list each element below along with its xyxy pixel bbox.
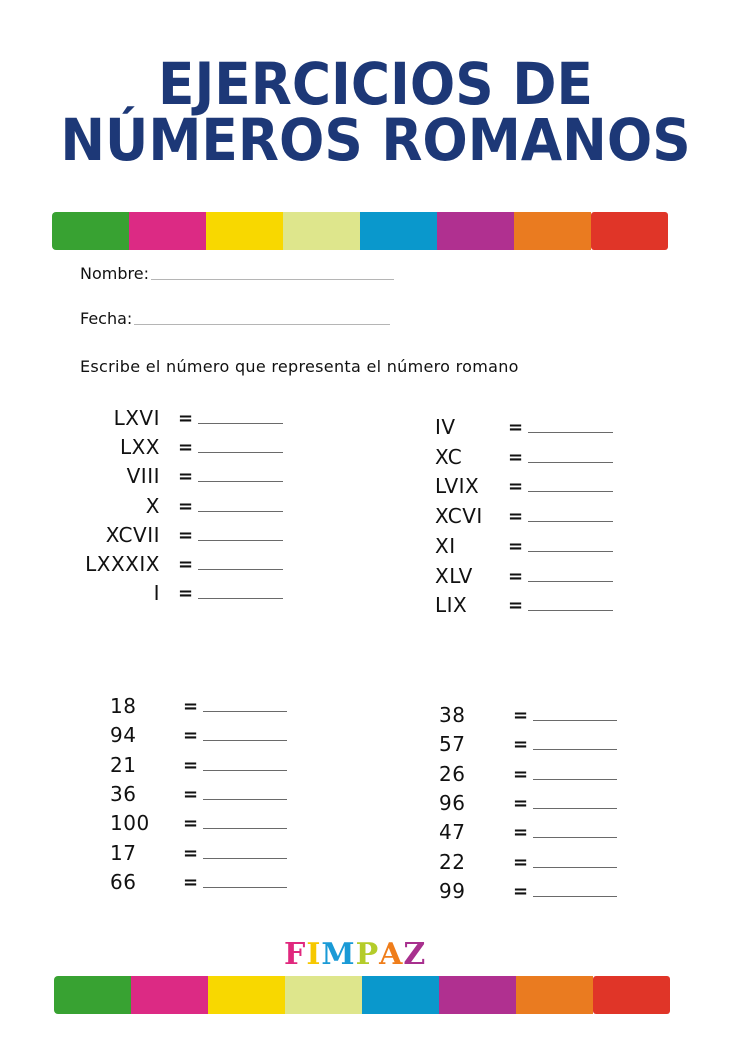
answer-blank-line[interactable]: [533, 808, 617, 809]
equals-sign: =: [513, 763, 529, 785]
answer-blank-line[interactable]: [533, 779, 617, 780]
exercise-row: [0, 850, 751, 874]
top-color-bar: [52, 212, 668, 250]
exercise-prompt: XC: [435, 444, 463, 469]
equals-sign: =: [183, 754, 199, 776]
equals-sign: =: [513, 792, 529, 814]
equals-sign: =: [183, 696, 199, 717]
exercise-prompt: VIII: [126, 464, 160, 489]
equals-sign: =: [513, 734, 529, 756]
exercise-row: [0, 732, 751, 756]
answer-blank-line[interactable]: [528, 610, 613, 611]
answer-blank-line[interactable]: [528, 521, 613, 522]
exercise-row: [0, 504, 751, 528]
exercise-prompt: LXVI: [113, 406, 160, 430]
equals-sign: =: [178, 408, 194, 429]
color-bar-segment: [439, 976, 516, 1014]
name-answer-line[interactable]: [151, 279, 394, 280]
color-bar-segment: [516, 976, 593, 1014]
date-label: Fecha:: [80, 309, 133, 328]
color-bar-segment: [54, 976, 131, 1014]
color-bar-segment: [208, 976, 285, 1014]
equals-sign: =: [508, 476, 524, 498]
color-bar-segment: [437, 212, 514, 250]
exercise-prompt: LIX: [435, 593, 468, 618]
exercise-prompt: 99: [439, 878, 466, 903]
exercise-row: [0, 534, 751, 558]
equals-sign: =: [183, 783, 199, 805]
logo-letter: M: [321, 937, 356, 972]
color-bar-segment: [360, 212, 437, 250]
equals-sign: =: [508, 446, 524, 468]
equals-sign: =: [178, 583, 194, 605]
exercise-prompt: 21: [110, 752, 137, 777]
logo-letter: A: [379, 937, 404, 972]
color-bar-segment: [52, 212, 129, 250]
exercise-prompt: IV: [435, 415, 456, 439]
answer-blank-line[interactable]: [533, 720, 617, 721]
name-field[interactable]: [80, 264, 394, 283]
equals-sign: =: [183, 813, 199, 835]
equals-sign: =: [508, 506, 524, 528]
instruction-text: Escribe el número que representa el número romano: [80, 357, 519, 376]
exercise-prompt: LVIX: [435, 474, 480, 499]
bottom-color-bar: [54, 976, 670, 1014]
exercise-row: [0, 564, 751, 588]
color-bar-segment: [129, 212, 206, 250]
exercise-row: [0, 879, 751, 903]
color-bar-segment: [206, 212, 283, 250]
logo-letter: Z: [403, 937, 427, 972]
exercise-prompt: 18: [110, 694, 137, 718]
equals-sign: =: [183, 842, 199, 864]
worksheet-title-line-2: NÚMEROS ROMANOS: [60, 106, 691, 174]
worksheet-title-line-1: EJERCICIOS DE: [158, 50, 593, 118]
name-label: Nombre:: [80, 264, 149, 283]
date-field[interactable]: [80, 309, 390, 328]
equals-sign: =: [178, 437, 194, 459]
answer-blank-line[interactable]: [533, 837, 617, 838]
answer-blank-line[interactable]: [533, 749, 617, 750]
equals-sign: =: [513, 880, 529, 902]
equals-sign: =: [178, 495, 194, 517]
equals-sign: =: [513, 705, 529, 726]
color-bar-segment: [362, 976, 439, 1014]
exercise-prompt: XCVI: [435, 504, 483, 529]
equals-sign: =: [183, 725, 199, 747]
logo-letter: I: [306, 937, 322, 972]
exercise-row: [0, 593, 751, 617]
exercise-prompt: XCVII: [105, 522, 160, 547]
equals-sign: =: [508, 565, 524, 587]
exercise-prompt: I: [153, 581, 160, 606]
equals-sign: =: [508, 595, 524, 617]
logo-letter: P: [355, 937, 380, 972]
equals-sign: =: [178, 524, 194, 546]
exercise-prompt: 57: [439, 732, 466, 757]
exercise-row: [0, 762, 751, 786]
color-bar-segment: [283, 212, 360, 250]
exercise-prompt: 36: [110, 781, 137, 806]
exercise-prompt: XI: [435, 533, 456, 558]
exercise-prompt: 26: [439, 761, 466, 786]
answer-blank-line[interactable]: [533, 896, 617, 897]
fimpaz-logo: [284, 937, 427, 972]
exercise-prompt: 38: [439, 703, 466, 727]
exercise-prompt: 17: [110, 840, 137, 865]
color-bar-segment: [591, 212, 668, 250]
exercise-prompt: 96: [439, 790, 466, 815]
answer-blank-line[interactable]: [528, 551, 613, 552]
exercise-prompt: 66: [110, 869, 137, 894]
answer-blank-line[interactable]: [533, 867, 617, 868]
exercise-row: [0, 474, 751, 498]
answer-blank-line[interactable]: [528, 462, 613, 463]
exercise-prompt: LXX: [119, 435, 160, 460]
answer-blank-line[interactable]: [528, 581, 613, 582]
exercise-prompt: 100: [110, 811, 150, 836]
equals-sign: =: [508, 417, 524, 438]
equals-sign: =: [183, 871, 199, 893]
answer-blank-line[interactable]: [528, 491, 613, 492]
color-bar-segment: [131, 976, 208, 1014]
exercise-prompt: 22: [439, 849, 466, 874]
logo-letter: F: [284, 937, 307, 972]
date-answer-line[interactable]: [134, 324, 390, 325]
exercise-prompt: LXXXIX: [85, 552, 160, 576]
equals-sign: =: [508, 535, 524, 557]
exercise-prompt: XLV: [435, 563, 473, 588]
exercise-row: [0, 415, 751, 439]
exercise-prompt: X: [145, 493, 160, 518]
color-bar-segment: [285, 976, 362, 1014]
answer-blank-line[interactable]: [528, 432, 613, 433]
exercise-row: [0, 445, 751, 469]
color-bar-segment: [514, 212, 591, 250]
exercise-row: [0, 820, 751, 844]
exercise-prompt: 47: [439, 820, 466, 845]
equals-sign: =: [178, 554, 194, 575]
exercise-row: [0, 703, 751, 727]
equals-sign: =: [178, 466, 194, 488]
exercise-prompt: 94: [110, 723, 137, 748]
equals-sign: =: [513, 822, 529, 844]
color-bar-segment: [593, 976, 670, 1014]
equals-sign: =: [513, 851, 529, 873]
exercise-row: [0, 791, 751, 815]
